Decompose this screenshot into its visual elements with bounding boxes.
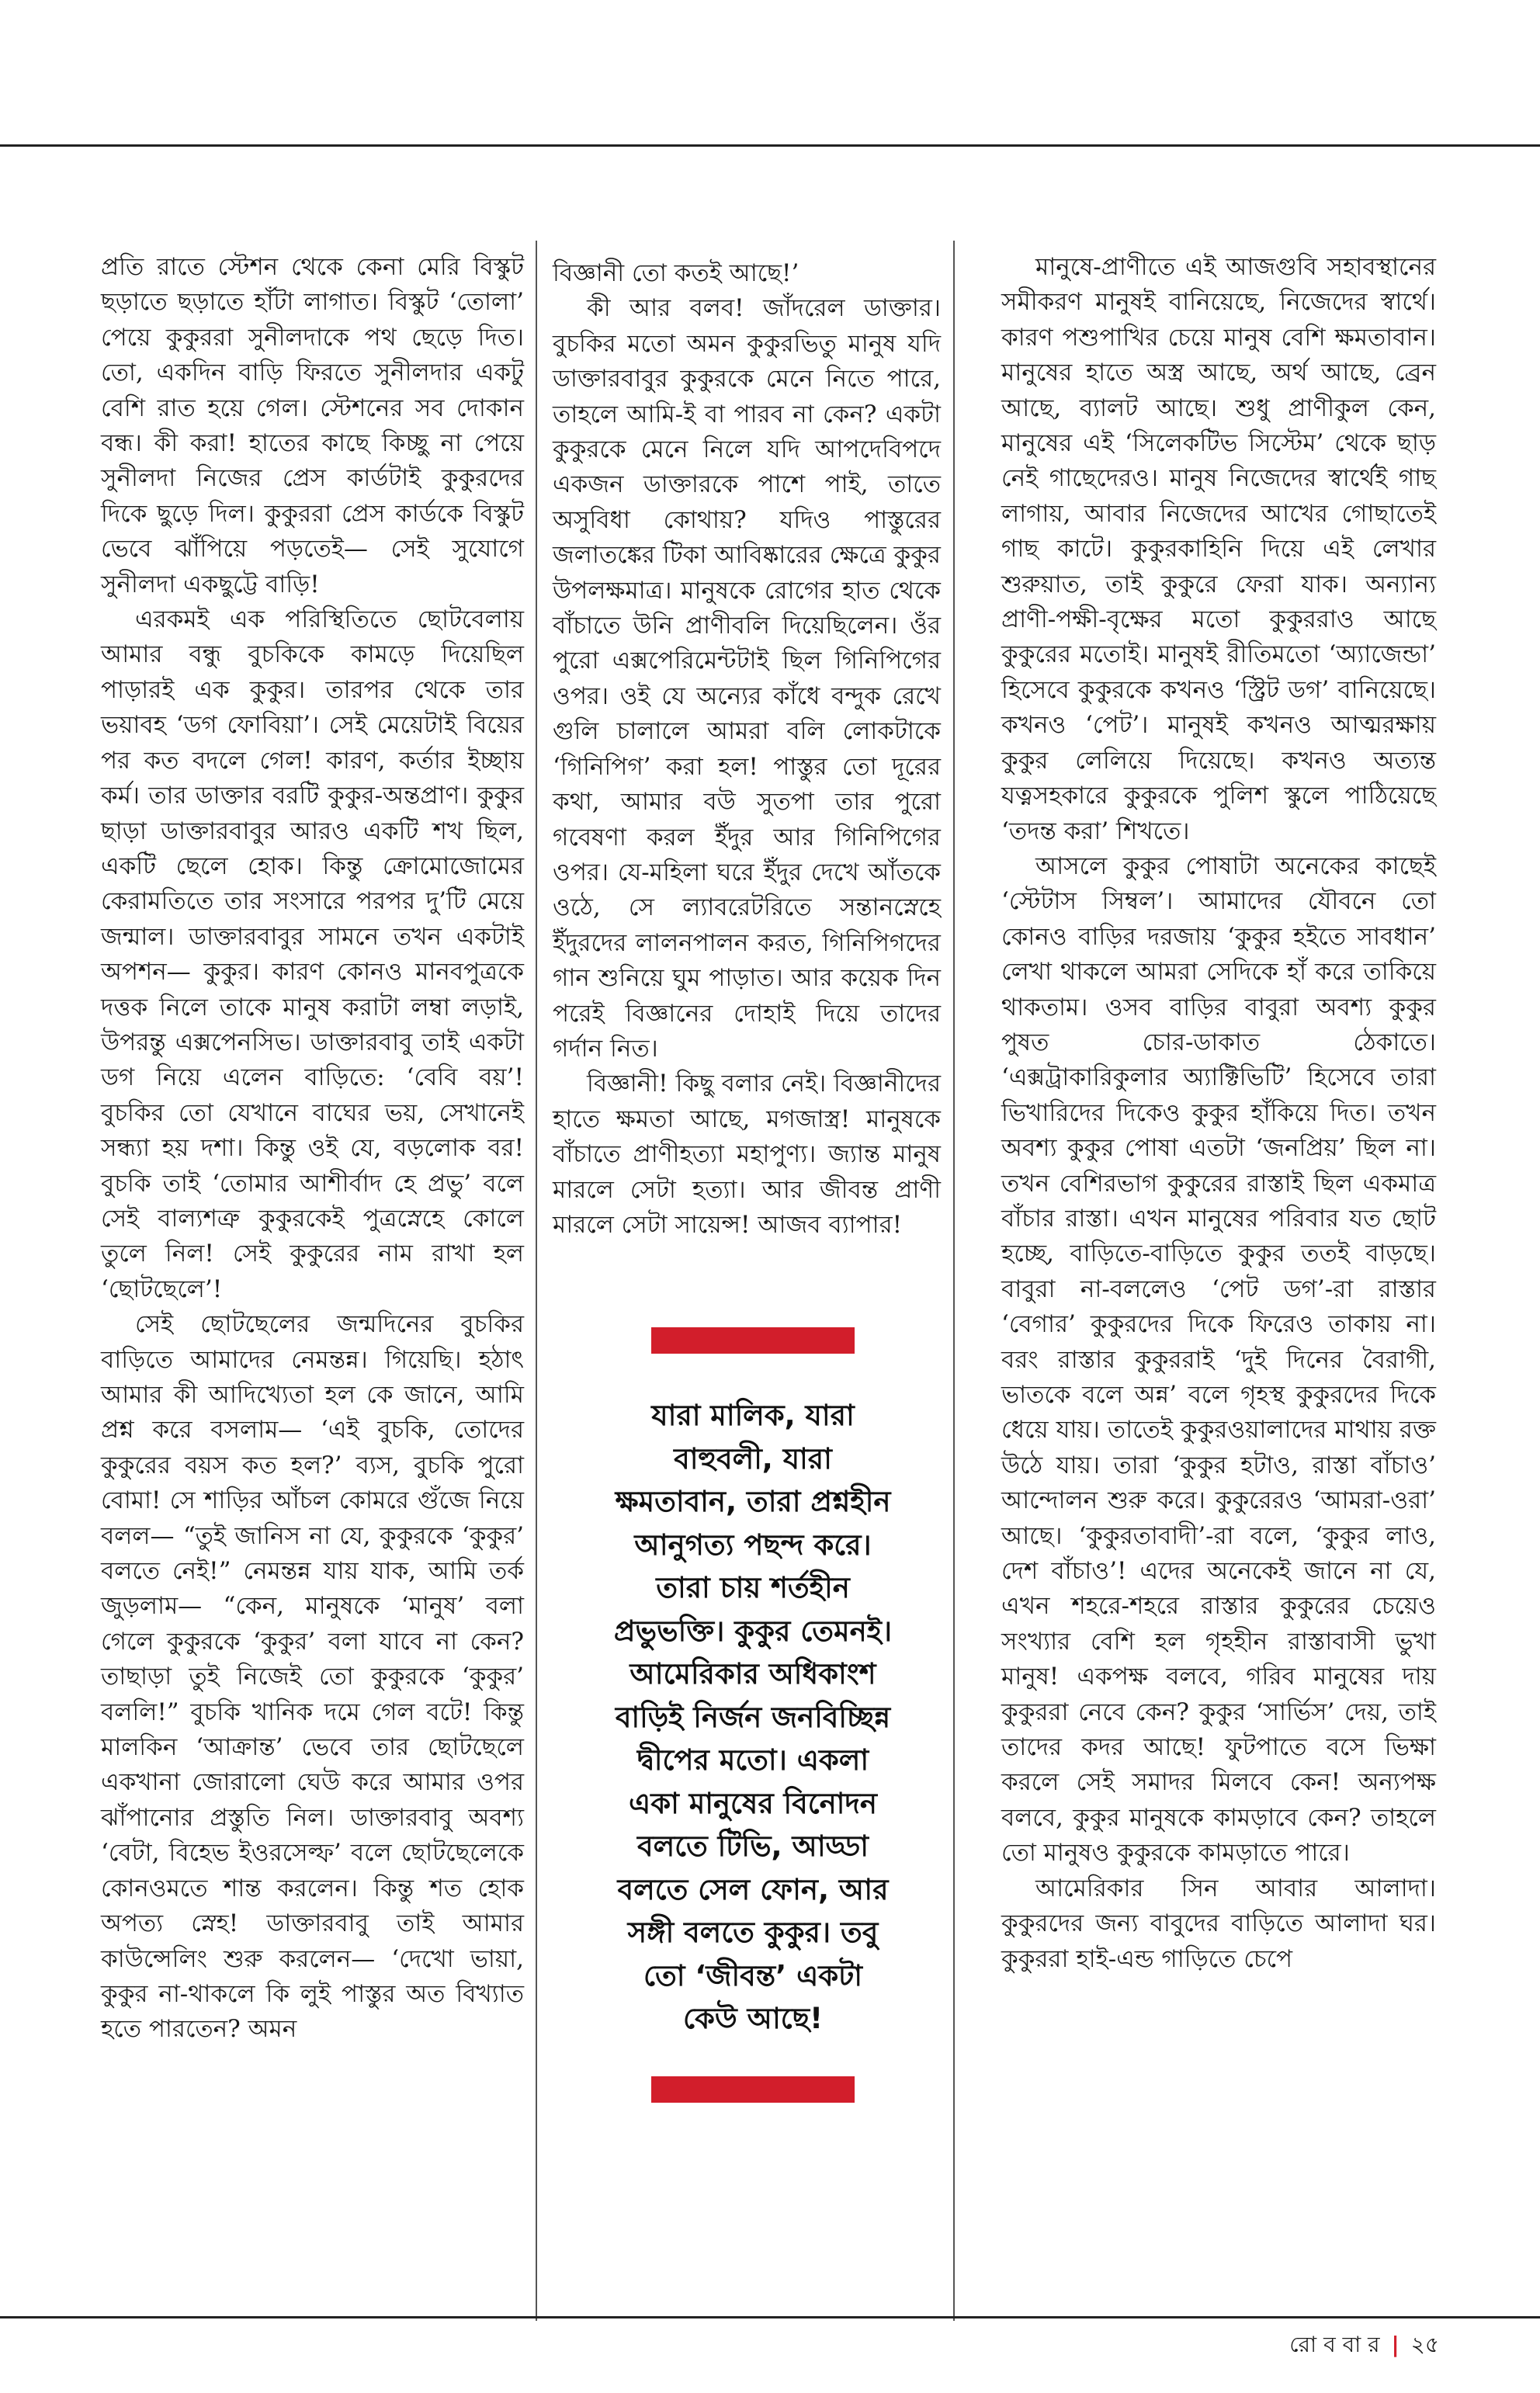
paragraph: এরকমই এক পরিস্থিতিতে ছোটবেলায় আমার বন্ধু বুচকিকে কামড়ে দিয়েছিল পাড়ারই এক কুকুর। তারপর থেকে তার ভয়াবহ ‘ডগ ফোবিয়া’। সেই মেয়েটাই বিয়ের পর কত বদলে গেল! কারণ, কর্তার ইচ্ছায় কর্ম। তার ডাক্তার বরটি কুকুর-অন্তপ্রাণ। কুকুর ছাড়া ডাক্তারবাবুর আরও একটি শখ ছিল, একটি ছেলে হোক। কিন্তু ক্রোমোজোমের কেরামতিতে তার সংসারে পরপর দু’টি মেয়ে জন্মাল। ডাক্তারবাবুর সামনে তখন একটাই অপশন— কুকুর। কারণ কোনও মানবপুত্রকে দত্তক নিলে তাকে মানুষ করাটা লম্বা লড়াই, উপরন্তু এক্সপেনসিভ। ডাক্তারবাবু তাই একটা ডগ নিয়ে এলেন বাড়িতে: ‘বেবি বয়’! বুচকির তো যেখানে বাঘের ভয়, সেখানেই সন্ধ্যা হয় দশা। কিন্তু ওই যে, বড়লোক বর! বুচকি তাই ‘তোমার আশীর্বাদ হে প্রভু’ বলে সেই বাল্যশত্রু কুকুরকেই পুত্রস্নেহে কোলে তুলে নিল! সেই কুকুরের নাম রাখা হল ‘ছোটছেলে’!	[101, 605, 524, 1303]
paragraph: প্রতি রাতে স্টেশন থেকে কেনা মেরি বিস্কুট ছড়াতে ছড়াতে হাঁটা লাগাত। বিস্কুট ‘তোলা’ পেয়ে কুকুররা সুনীলদাকে পথ ছেড়ে দিত। তো, একদিন বাড়ি ফিরতে সুনীলদার একটু বেশি রাত হয়ে গেল। স্টেশনের সব দোকান বন্ধ। কী করা! হাতের কাছে কিচ্ছু না পেয়ে সুনীলদা নিজের প্রেস কার্ডটাই কুকুরদের দিকে ছুড়ে দিল। কুকুররা প্রেস কার্ডকে বিস্কুট ভেবে ঝাঁপিয়ে পড়তেই— সেই সুযোগে সুনীলদা একছুট্টে বাড়ি!	[101, 253, 524, 598]
page-number: ২৫	[1410, 2332, 1439, 2357]
article-column-1	[101, 250, 524, 2048]
pull-quote	[613, 1327, 893, 2103]
top-rule	[0, 144, 1540, 147]
footer-separator: |	[1391, 2332, 1400, 2357]
paragraph: আমেরিকার সিন আবার আলাদা। কুকুরদের জন্য বাবুদের বাড়িতে আলাদা ঘর। কুকুররা হাই-এন্ড গাড়িতে চেপে	[1001, 1874, 1436, 1973]
paragraph: বিজ্ঞানী! কিছু বলার নেই। বিজ্ঞানীদের হাতে ক্ষমতা আছে, মগজাস্ত্র! মানুষকে বাঁচাতে প্রাণীহত্যা মহাপুণ্য। জ্যান্ত মানুষ মারলে সেটা হত্যা। আর জীবন্ত প্রাণী মারলে সেটা সায়েন্স! আজব ব্যাপার!	[553, 1070, 942, 1239]
page-footer	[1289, 2328, 1439, 2364]
bottom-rule	[0, 2316, 1540, 2318]
column-divider	[536, 241, 537, 2321]
magazine-name: রো ব বা র	[1289, 2332, 1380, 2357]
paragraph: মানুষে-প্রাণীতে এই আজগুবি সহাবস্থানের সমীকরণ মানুষই বানিয়েছে, নিজেদের স্বার্থে। কারণ পশুপাখির চেয়ে মানুষ বেশি ক্ষমতাবান। মানুষের হাতে অস্ত্র আছে, অর্থ আছে, ব্রেন আছে, ব্যালট আছে। শুধু প্রাণীকুল কেন, মানুষের এই ‘সিলেকটিভ সিস্টেম’ থেকে ছাড় নেই গাছেদেরও। মানুষ নিজেদের স্বার্থেই গাছ লাগায়, আবার নিজেদের আখের গোছাতেই গাছ কাটে। কুকুরকাহিনি দিয়ে এই লেখার শুরুয়াত, তাই কুকুরে ফেরা যাক। অন্যান্য প্রাণী-পক্ষী-বৃক্ষের মতো কুকুররাও আছে কুকুরের মতোই। মানুষই রীতিমতো ‘অ্যাজেন্ডা’ হিসেবে কুকুরকে কখনও ‘স্ট্রিট ডগ’ বানিয়েছে। কখনও ‘পেট’। মানুষই কখনও আত্মরক্ষায় কুকুর লেলিয়ে দিয়েছে। কখনও অত্যন্ত যত্নসহকারে কুকুরকে পুলিশ স্কুলে পাঠিয়েছে ‘তদন্ত করা’ শিখতে।	[1001, 253, 1436, 845]
paragraph: কী আর বলব! জাঁদরেল ডাক্তার। বুচকির মতো অমন কুকুরভিতু মানুষ যদি ডাক্তারবাবুর কুকুরকে মেনে নিতে পারে, তাহলে আমি-ই বা পারব না কেন? একটা কুকুরকে মেনে নিলে যদি আপদেবিপদে একজন ডাক্তারকে পাশে পাই, তাতে অসুবিধা কোথায়? যদিও পাস্তুরের জলাতঙ্কের টিকা আবিষ্কারের ক্ষেত্রে কুকুর উপলক্ষমাত্র। মানুষকে রোগের হাত থেকে বাঁচাতে উনি প্রাণীবলি দিয়েছিলেন। ওঁর পুরো এক্সপেরিমেন্টটাই ছিল গিনিপিগের ওপর। ওই যে অন্যের কাঁধে বন্দুক রেখে গুলি চালালে আমরা বলি লোকটাকে ‘গিনিপিগ’ করা হল! পাস্তুর তো দূরের কথা, আমার বউ সুতপা তার পুরো গবেষণা করল ইঁদুর আর গিনিপিগের ওপর। যে-মহিলা ঘরে ইঁদুর দেখে আঁতকে ওঠে, সে ল্যাবরেটরিতে সন্তানস্নেহে ইঁদুরদের লালনপালন করত, গিনিপিগদের গান শুনিয়ে ঘুম পাড়াত। আর কয়েক দিন পরেই বিজ্ঞানের দোহাই দিয়ে তাদের গর্দান নিত।	[553, 294, 941, 1063]
article-column-2	[553, 256, 941, 1243]
column-divider	[953, 241, 955, 2321]
paragraph: সেই ছোটছেলের জন্মদিনের বুচকির বাড়িতে আমাদের নেমন্তন্ন। গিয়েছি। হঠাৎ আমার কী আদিখ্যেতা হল কে জানে, আমি প্রশ্ন করে বসলাম— ‘এই বুচকি, তোদের কুকুরের বয়স কত হল?’ ব্যস, বুচকি পুরো বোমা! সে শাড়ির আঁচল কোমরে গুঁজে নিয়ে বলল— “তুই জানিস না যে, কুকুরকে ‘কুকুর’ বলতে নেই!” নেমন্তন্ন যায় যাক, আমি তর্ক জুড়লাম— “কেন, মানুষকে ‘মানুষ’ বলা গেলে কুকুরকে ‘কুকুর’ বলা যাবে না কেন? তাছাড়া তুই নিজেই তো কুকুরকে ‘কুকুর’ বললি!” বুচকি খানিক দমে গেল বটে! কিন্তু মালকিন ‘আক্রান্ত’ ভেবে তার ছোটছেলে একখানা জোরালো ঘেউ করে আমার ওপর ঝাঁপানোর প্রস্তুতি নিল। ডাক্তারবাবু অবশ্য ‘বেটা, বিহেভ ইওরসেল্ফ’ বলে ছোটছেলেকে কোনওমতে শান্ত করলেন। কিন্তু শত হোক অপত্য স্নেহ! ডাক্তারবাবু তাই আমার কাউন্সেলিং শুরু করলেন— ‘দেখো ভায়া, কুকুর না-থাকলে কি লুই পাস্তুর অত বিখ্যাত হতে পারতেন? অমন	[101, 1310, 524, 2044]
pull-quote-bottom-bar	[651, 2076, 855, 2103]
pull-quote-text: যারা মালিক, যারা বাহুবলী, যারা ক্ষমতাবান, তারা প্রশ্নহীন আনুগত্য পছন্দ করে। তারা চায় শর্তহীন প্রভুভক্তি। কুকুর তেমনই। আমেরিকার অধিকাংশ বাড়িই নির্জন জনবিচ্ছিন্ন দ্বীপের মতো। একলা একা মানুষের বিনোদন বলতে টিভি, আড্ডা বলতে সেল ফোন, আর সঙ্গী বলতে কুকুর। তবু তো ‘জীবন্ত’ একটা কেউ আছে!	[613, 1399, 893, 2035]
paragraph: বিজ্ঞানী তো কতই আছে!’	[553, 259, 799, 287]
pull-quote-top-bar	[651, 1327, 855, 1354]
paragraph: আসলে কুকুর পোষাটা অনেকের কাছেই ‘স্টেটাস সিম্বল’। আমাদের যৌবনে তো কোনও বাড়ির দরজায় ‘কুকুর হইতে সাবধান’ লেখা থাকলে আমরা সেদিকে হাঁ করে তাকিয়ে থাকতাম। ওসব বাড়ির বাবুরা অবশ্য কুকুর পুষত চোর-ডাকাত ঠেকাতে। ‘এক্সট্রাকারিকুলার অ্যাক্টিভিটি’ হিসেবে তারা ভিখারিদের দিকেও কুকুর হাঁকিয়ে দিত। তখন অবশ্য কুকুর পোষা এতটা ‘জনপ্রিয়’ ছিল না। তখন বেশিরভাগ কুকুরের রাস্তাই ছিল একমাত্র বাঁচার রাস্তা। এখন মানুষের পরিবার যত ছোট হচ্ছে, বাড়িতে-বাড়িতে কুকুর ততই বাড়ছে। বাবুরা না-বললেও ‘পেট ডগ’-রা রাস্তার ‘বেগার’ কুকুরদের দিকে ফিরেও তাকায় না। বরং রাস্তার কুকুররাই ‘দুই দিনের বৈরাগী, ভাতকে বলে অন্ন’ বলে গৃহস্থ কুকুরদের দিকে ধেয়ে যায়। তাতেই কুকুরওয়ালাদের মাথায় রক্ত উঠে যায়। তারা ‘কুকুর হটাও, রাস্তা বাঁচাও’ আন্দোলন শুরু করে। কুকুরেরও ‘আমরা-ওরা’ আছে। ‘কুকুরতাবাদী’-রা বলে, ‘কুকুর লাও, দেশ বাঁচাও’! এদের অনেকেই জানে না যে, এখন শহরে-শহরে রাস্তার কুকুরের চেয়েও সংখ্যার বেশি হল গৃহহীন রাস্তাবাসী ভুখা মানুষ! একপক্ষ বলবে, গরিব মানুষের দায় কুকুররা নেবে কেন? কুকুর ‘সার্ভিস’ দেয়, তাই তাদের কদর আছে! ফুটপাতে বসে ভিক্ষা করলে সেই সমাদর মিলবে কেন! অন্যপক্ষ বলবে, কুকুর মানুষকে কামড়াবে কেন? তাহলে তো মানুষও কুকুরকে কামড়াতে পারে।	[1001, 851, 1436, 1868]
article-column-3	[1001, 250, 1436, 1977]
